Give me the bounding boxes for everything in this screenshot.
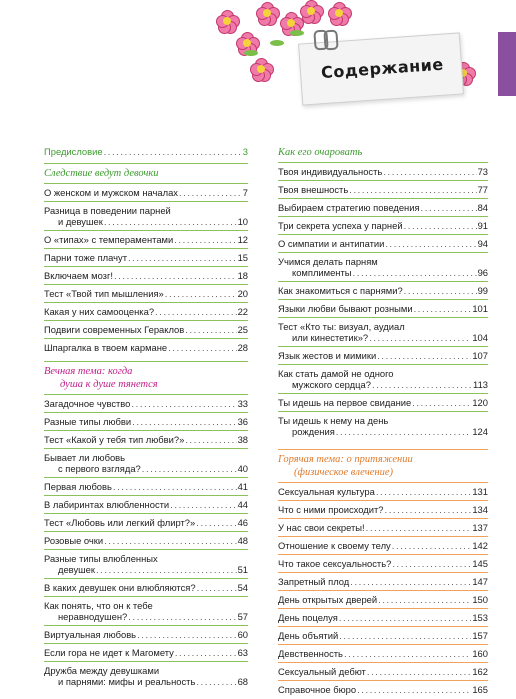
entry-page: 99 [477,285,488,296]
entry-title: В лабиринтах влюбленности [44,499,170,510]
toc-entry[interactable] [278,648,488,659]
entry-page: 10 [237,216,248,227]
divider [44,163,248,164]
entry-title: девушек [58,564,95,575]
entry-title: неравнодушен? [58,611,128,622]
toc-entry[interactable] [278,368,488,390]
toc-entry[interactable] [278,666,488,677]
entry-page: 96 [477,267,488,278]
toc-entry[interactable] [44,234,248,245]
toc-entry[interactable] [44,205,248,227]
toc-entry[interactable] [278,576,488,587]
section4-list [278,486,488,695]
entry-title-line: Ты идешь к нему на день [278,415,389,426]
entry-page: 113 [473,379,488,390]
entry-page: 131 [472,486,488,497]
divider [44,361,248,362]
entry-title: Девственность [278,648,343,659]
toc-entry[interactable] [44,499,248,510]
entry-title-line: Учимся делать парням [278,256,378,267]
entry-page: 150 [472,594,488,605]
divider [278,644,488,645]
toc-entry[interactable] [44,342,248,353]
entry-title: с первого взгляда? [58,463,141,474]
binder-ring-icon [323,30,338,51]
divider [44,230,248,231]
entry-title-line: Разные типы влюбленных [44,553,158,564]
entry-page: 41 [237,481,248,492]
divider [44,578,248,579]
entry-title: День открытых дверей [278,594,378,605]
divider [44,661,248,662]
divider [44,320,248,321]
entry-page: 12 [237,234,248,245]
toc-entry[interactable] [278,540,488,551]
flower-icon [300,0,322,22]
entry-page: 15 [237,252,248,263]
entry-page: 36 [237,416,248,427]
divider [278,554,488,555]
entry-page: 48 [237,535,248,546]
toc-entry[interactable] [278,220,488,231]
entry-title: Парни тоже плачут [44,252,127,263]
entry-title: Предисловие [44,146,103,157]
flower-icon [328,2,350,24]
divider [44,596,248,597]
divider [278,198,488,199]
divider [44,448,248,449]
section-heading-line: душа к душе тянется [60,379,158,390]
divider [44,248,248,249]
toc-entry[interactable] [44,324,248,335]
divider [278,680,488,681]
entry-page: 63 [237,647,248,658]
toc-entry[interactable] [44,647,248,658]
entry-title: Если гора не идет к Магомету [44,647,174,658]
entry-page: 160 [472,648,488,659]
section1-list [44,187,248,353]
section2-list [44,398,248,687]
section-heading: Как его очаровать [278,147,363,158]
entry-page: 165 [472,684,488,695]
entry-title: Как знакомиться с парнями? [278,285,403,296]
entry-title: У нас свои секреты! [278,522,365,533]
section-heading [44,365,248,391]
divider [44,266,248,267]
entry-title: О симпатии и антипатии [278,238,385,249]
toc-entry[interactable] [278,504,488,515]
divider [44,513,248,514]
toc-entry[interactable] [44,553,248,575]
toc-entry[interactable] [44,629,248,640]
divider [278,449,488,450]
entry-title: Три секрета успеха у парней [278,220,403,231]
entry-title-line: Разница в поведении парней [44,205,171,216]
entry-page: 28 [237,342,248,353]
left-column [44,146,248,687]
leaf-icon [270,40,284,46]
entry-page: 51 [237,564,248,575]
divider [278,536,488,537]
divider [278,518,488,519]
divider [44,183,248,184]
divider [278,393,488,394]
entry-page: 137 [472,522,488,533]
entry-title: Разные типы любви [44,416,132,427]
entry-page: 68 [237,676,248,687]
divider [278,234,488,235]
entry-title: мужского сердца? [292,379,371,390]
entry-page: 77 [477,184,488,195]
divider [278,346,488,347]
entry-title: Тест «Любовь или легкий флирт?» [44,517,196,528]
entry-page: 18 [237,270,248,281]
divider [278,626,488,627]
divider [44,531,248,532]
entry-page: 91 [477,220,488,231]
entry-page: 38 [237,434,248,445]
divider [44,549,248,550]
toc-entry[interactable] [278,612,488,623]
toc-entry[interactable] [278,321,488,343]
entry-title: Тест «Какой у тебя тип любви?» [44,434,185,445]
entry-title: и парнями: мифы и реальность [58,676,196,687]
entry-title: В каких девушек они влюбляются? [44,582,196,593]
toc-entry[interactable] [44,481,248,492]
divider [44,302,248,303]
entry-page: 157 [472,630,488,641]
entry-title: и девушек [58,216,103,227]
entry-page: 94 [477,238,488,249]
divider [44,201,248,202]
divider [44,430,248,431]
toc-entry[interactable] [44,452,248,474]
entry-page: 54 [237,582,248,593]
entry-page: 22 [237,306,248,317]
toc-entry[interactable] [44,270,248,281]
flower-icon [216,10,238,32]
toc-entry[interactable] [278,303,488,314]
right-column [278,146,488,695]
toc-entry[interactable] [278,397,488,408]
entry-title-line: Как стать дамой не одного [278,368,394,379]
divider [278,500,488,501]
divider [44,338,248,339]
divider [278,299,488,300]
entry-page: 145 [472,558,488,569]
entry-page: 101 [472,303,488,314]
toc-entry[interactable] [44,517,248,528]
leaf-icon [290,30,304,36]
toc-entry[interactable] [278,684,488,695]
divider [278,482,488,483]
toc-entry[interactable] [44,252,248,263]
divider [278,216,488,217]
divider [278,281,488,282]
entry-title: Ты идешь на первое свидание [278,397,412,408]
toc-entry[interactable] [278,238,488,249]
divider [278,162,488,163]
entry-title: комплименты [292,267,352,278]
entry-title: Шпаргалка в твоем кармане [44,342,168,353]
entry-page: 120 [472,397,488,408]
entry-title-line: Бывает ли любовь [44,452,126,463]
entry-title: Розовые очки [44,535,104,546]
leaf-icon [244,50,258,56]
toc-entry[interactable] [44,416,248,427]
divider [278,364,488,365]
entry-title: Виртуальная любовь [44,629,137,640]
toc-entry[interactable] [278,415,488,437]
toc-entry[interactable] [44,600,248,622]
toc-entry[interactable] [278,522,488,533]
entry-title: Какая у них самооценка? [44,306,155,317]
toc-entry-preface[interactable] [44,146,248,157]
entry-title: Отношение к своему телу [278,540,391,551]
toc-entry[interactable] [278,256,488,278]
section-heading-line: Горячая тема: о притяжении [278,454,413,465]
purple-band [498,32,516,96]
entry-title-line: Тест «Кто ты: визуал, аудиал [278,321,405,332]
entry-page: 153 [472,612,488,623]
entry-page: 147 [472,576,488,587]
flower-icon [256,2,278,24]
entry-page: 33 [237,398,248,409]
divider [278,590,488,591]
entry-title: День поцелуя [278,612,338,623]
divider [44,625,248,626]
entry-title: Твоя индивидуальность [278,166,383,177]
toc-entry[interactable] [278,486,488,497]
entry-page: 57 [237,611,248,622]
entry-title: Сексуальный дебют [278,666,366,677]
entry-title: О «типах» с темпераментами [44,234,174,245]
divider [44,495,248,496]
entry-title: Включаем мозг! [44,270,113,281]
entry-page: 7 [242,187,248,198]
divider [44,394,248,395]
entry-page: 20 [237,288,248,299]
section-heading [278,453,488,479]
entry-title: Язык жестов и мимики [278,350,377,361]
entry-page: 142 [472,540,488,551]
flower-icon [250,58,272,80]
entry-page: 25 [237,324,248,335]
entry-page: 3 [242,146,248,157]
toc-entry[interactable] [44,582,248,593]
divider [278,572,488,573]
entry-title: Подвиги современных Гераклов [44,324,185,335]
entry-title: Сексуальная культура [278,486,375,497]
entry-title: Тест «Твой тип мышления» [44,288,164,299]
entry-title: Выбираем стратегию поведения [278,202,420,213]
entry-title: Языки любви бывают розными [278,303,413,314]
toc-entry[interactable] [44,398,248,409]
toc-entry[interactable] [278,350,488,361]
toc-entry[interactable] [44,434,248,445]
entry-title: Твоя внешность [278,184,349,195]
entry-title: или кинестетик»? [292,332,369,343]
divider [44,284,248,285]
toc-entry[interactable] [44,535,248,546]
entry-title: Запретный плод [278,576,350,587]
toc-entry[interactable] [278,558,488,569]
toc-entry[interactable] [278,202,488,213]
page-title: Содержание [320,54,445,83]
toc-entry[interactable] [44,187,248,198]
entry-title: О женском и мужском началах [44,187,178,198]
entry-page: 73 [477,166,488,177]
entry-page: 60 [237,629,248,640]
divider [44,412,248,413]
entry-page: 104 [472,332,488,343]
toc-entry[interactable] [44,306,248,317]
divider [278,411,488,412]
entry-title: Что с ними происходит? [278,504,384,515]
divider [44,477,248,478]
divider [278,180,488,181]
toc-entry[interactable] [44,665,248,687]
divider [44,643,248,644]
toc-entry[interactable] [278,594,488,605]
section-heading-line: (физическое влечение) [294,467,393,478]
entry-title: Первая любовь [44,481,112,492]
entry-page: 134 [472,504,488,515]
section3-list [278,166,488,437]
entry-page: 40 [237,463,248,474]
entry-title: Что такое сексуальность? [278,558,392,569]
section-heading-line: Вечная тема: когда [44,366,133,377]
entry-page: 46 [237,517,248,528]
entry-title-line: Как понять, что он к тебе [44,600,153,611]
toc-entry[interactable] [278,166,488,177]
entry-title: рождения [292,426,335,437]
toc-entry[interactable] [278,285,488,296]
entry-title: День объятий [278,630,339,641]
entry-page: 44 [237,499,248,510]
toc-entry[interactable] [44,288,248,299]
entry-title: Справочное бюро [278,684,357,695]
entry-page: 84 [477,202,488,213]
entry-page: 124 [472,426,488,437]
entry-title: Загадочное чувство [44,398,131,409]
divider [278,608,488,609]
divider [278,662,488,663]
entry-page: 107 [472,350,488,361]
toc-entry[interactable] [278,184,488,195]
entry-title-line: Дружба между девушками [44,665,160,676]
entry-page: 162 [472,666,488,677]
divider [278,252,488,253]
toc-entry[interactable] [278,630,488,641]
section-heading: Следствие ведут девочки [44,168,159,179]
divider [278,317,488,318]
